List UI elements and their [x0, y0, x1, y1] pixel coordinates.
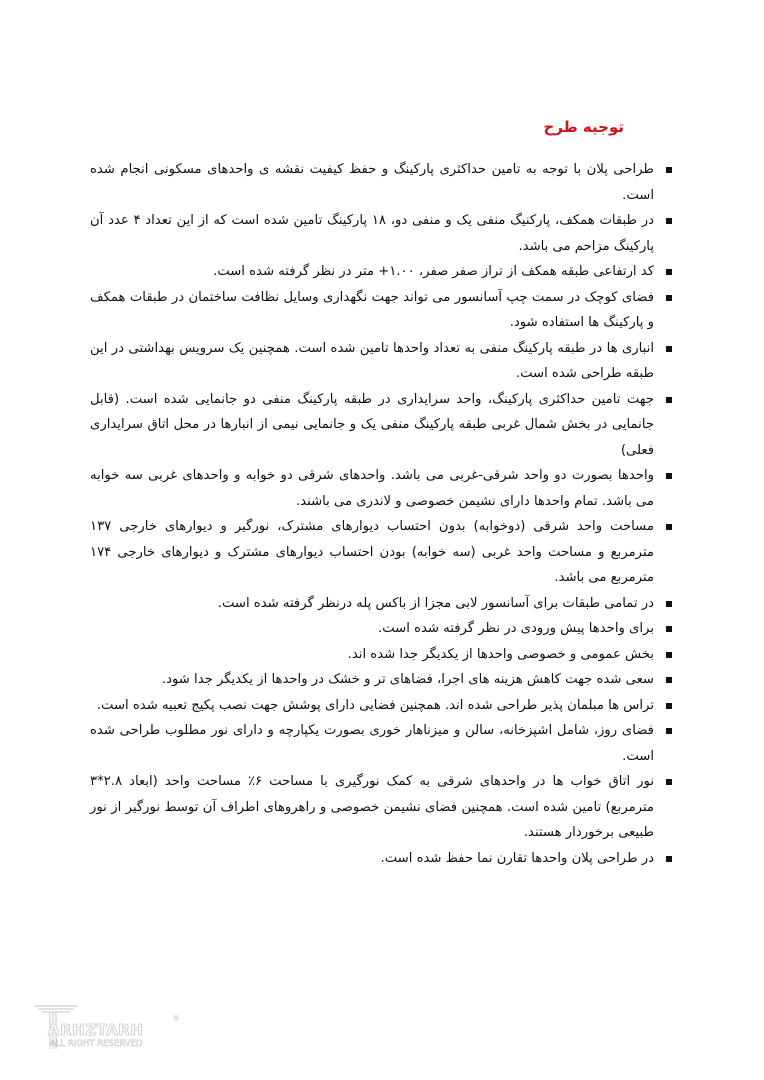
- list-item-text: در طراحی پلان واحدها تقارن نما حفظ شده است.: [380, 850, 654, 866]
- bullet-list: [90, 157, 674, 871]
- list-item: [90, 259, 674, 285]
- list-item: [90, 591, 674, 617]
- list-item-text: در تمامی طبقات برای آسانسور لابی مجزا از باکس پله درنظر گرفته شده است.: [217, 595, 654, 611]
- section-title: توجیه طرح: [543, 118, 624, 136]
- watermark-brand: ARHZTARH: [48, 1021, 144, 1039]
- list-item: [90, 667, 674, 693]
- list-item: [90, 693, 674, 719]
- list-item-text: نور اتاق خواب ها در واحدهای شرقی به کمک نورگیری با مساحت ۶٪ مساحت واحد (ابعاد ۲.۸*۳ مترمربع) تامین شده است. همچنین فضای نشیمن خصوصی و راهروهای اطراف آن توسط نورگیر از نور طبیعی برخوردار هستند.: [90, 774, 655, 840]
- registered-mark: ®: [172, 1014, 180, 1023]
- watermark-logo: [30, 1003, 190, 1053]
- list-item: [90, 157, 674, 208]
- list-item-text: فضای روز، شامل اشپزخانه، سالن و میزناهار خوری بصورت یکپارچه و دارای نور مطلوب طراحی شده است.: [90, 723, 654, 764]
- square-bullet-icon: [666, 397, 672, 403]
- list-item-text: بخش عمومی و خصوصی واحدها از یکدیگر جدا شده اند.: [347, 646, 654, 662]
- list-item-text: طراحی پلان با توجه به تامین حداکثری پارکینگ و حفظ کیفیت نقشه ی واحدهای مسکونی انجام شده است.: [90, 162, 654, 203]
- list-item-text: واحدها بصورت دو واحد شرقی-غربی می باشد. واحدهای شرقی دو خوابه و واحدهای غربی سه خوابه می باشد. تمام واحدها دارای نشیمن خصوصی و لاندری می باشند.: [90, 468, 654, 509]
- square-bullet-icon: [666, 473, 672, 479]
- square-bullet-icon: [666, 167, 672, 173]
- list-item-text: برای واحدها پیش ورودی در نظر گرفته شده است.: [378, 621, 654, 636]
- list-item-text: تراس ها مبلمان پذیر طراحی شده اند. همچنین فضایی دارای پوشش جهت نصب پکیج تعبیه شده است.: [96, 697, 654, 713]
- list-item: [90, 285, 674, 336]
- list-item: [90, 642, 674, 668]
- list-item: [90, 616, 674, 642]
- list-item: [90, 463, 674, 514]
- list-item: [90, 336, 674, 387]
- square-bullet-icon: [666, 728, 672, 734]
- list-item-text: انباری ها در طبقه پارکینگ منفی به تعداد واحدها تامین شده است. همچنین یک سرویس بهداشتی در این طبقه طراحی شده است.: [90, 340, 654, 381]
- list-item: [90, 718, 674, 769]
- list-item: [90, 208, 674, 259]
- square-bullet-icon: [666, 626, 672, 632]
- square-bullet-icon: [666, 779, 672, 785]
- list-item: [90, 846, 674, 872]
- square-bullet-icon: [666, 346, 672, 352]
- watermark-tagline: ALL RIGHT RESERVED: [50, 1039, 143, 1049]
- list-item: [90, 769, 674, 846]
- square-bullet-icon: [666, 856, 672, 862]
- list-item: [90, 514, 674, 591]
- square-bullet-icon: [666, 652, 672, 658]
- square-bullet-icon: [666, 295, 672, 301]
- list-item: [90, 387, 674, 464]
- square-bullet-icon: [666, 218, 672, 224]
- list-item-text: در طبقات همکف، پارکنیگ منفی یک و منفی دو، ۱۸ پارکینگ تامین شده است که از این تعداد ۴ عدد آن پارکینگ مزاحم می باشد.: [90, 213, 654, 254]
- list-item-text: کد ارتفاعی طبقه همکف از تراز صفر صفر، ۱.۰۰+ متر در نظر گرفته شده است.: [213, 264, 654, 279]
- square-bullet-icon: [666, 601, 672, 607]
- square-bullet-icon: [666, 269, 672, 275]
- list-item-text: جهت تامین حداکثری پارکینگ، واحد سرایداری در طبقه پارکینگ منفی دو جانمایی شده است. (قابل جانمایی در بخش شمال غربی طبقه پارکینگ منفی یک و جانمایی نیمی از انبارها در محل اتاق سرایداری فعلی): [90, 391, 654, 458]
- list-item-text: مساحت واحد شرقی (دوخوابه) بدون احتساب دیوارهای مشترک، نورگیر و دیوارهای خارجی ۱۳۷ مترمربع و مساحت واحد غربی (سه خوابه) بودن احتساب دیوارهای مشترک و دیوارهای خارجی ۱۷۴ مترمربع می باشد.: [90, 519, 654, 585]
- square-bullet-icon: [666, 524, 672, 530]
- square-bullet-icon: [666, 703, 672, 709]
- list-item-text: فضای کوچک در سمت چپ آسانسور می تواند جهت نگهداری وسایل نظافت ساختمان در طبقات همکف و پارکینگ ها استفاده شود.: [90, 289, 654, 330]
- square-bullet-icon: [666, 677, 672, 683]
- list-item-text: سعی شده جهت کاهش هزینه های اجرا، فضاهای تر و خشک در واحدها از یکدیگر جدا شود.: [161, 672, 654, 687]
- document-body: [90, 157, 674, 871]
